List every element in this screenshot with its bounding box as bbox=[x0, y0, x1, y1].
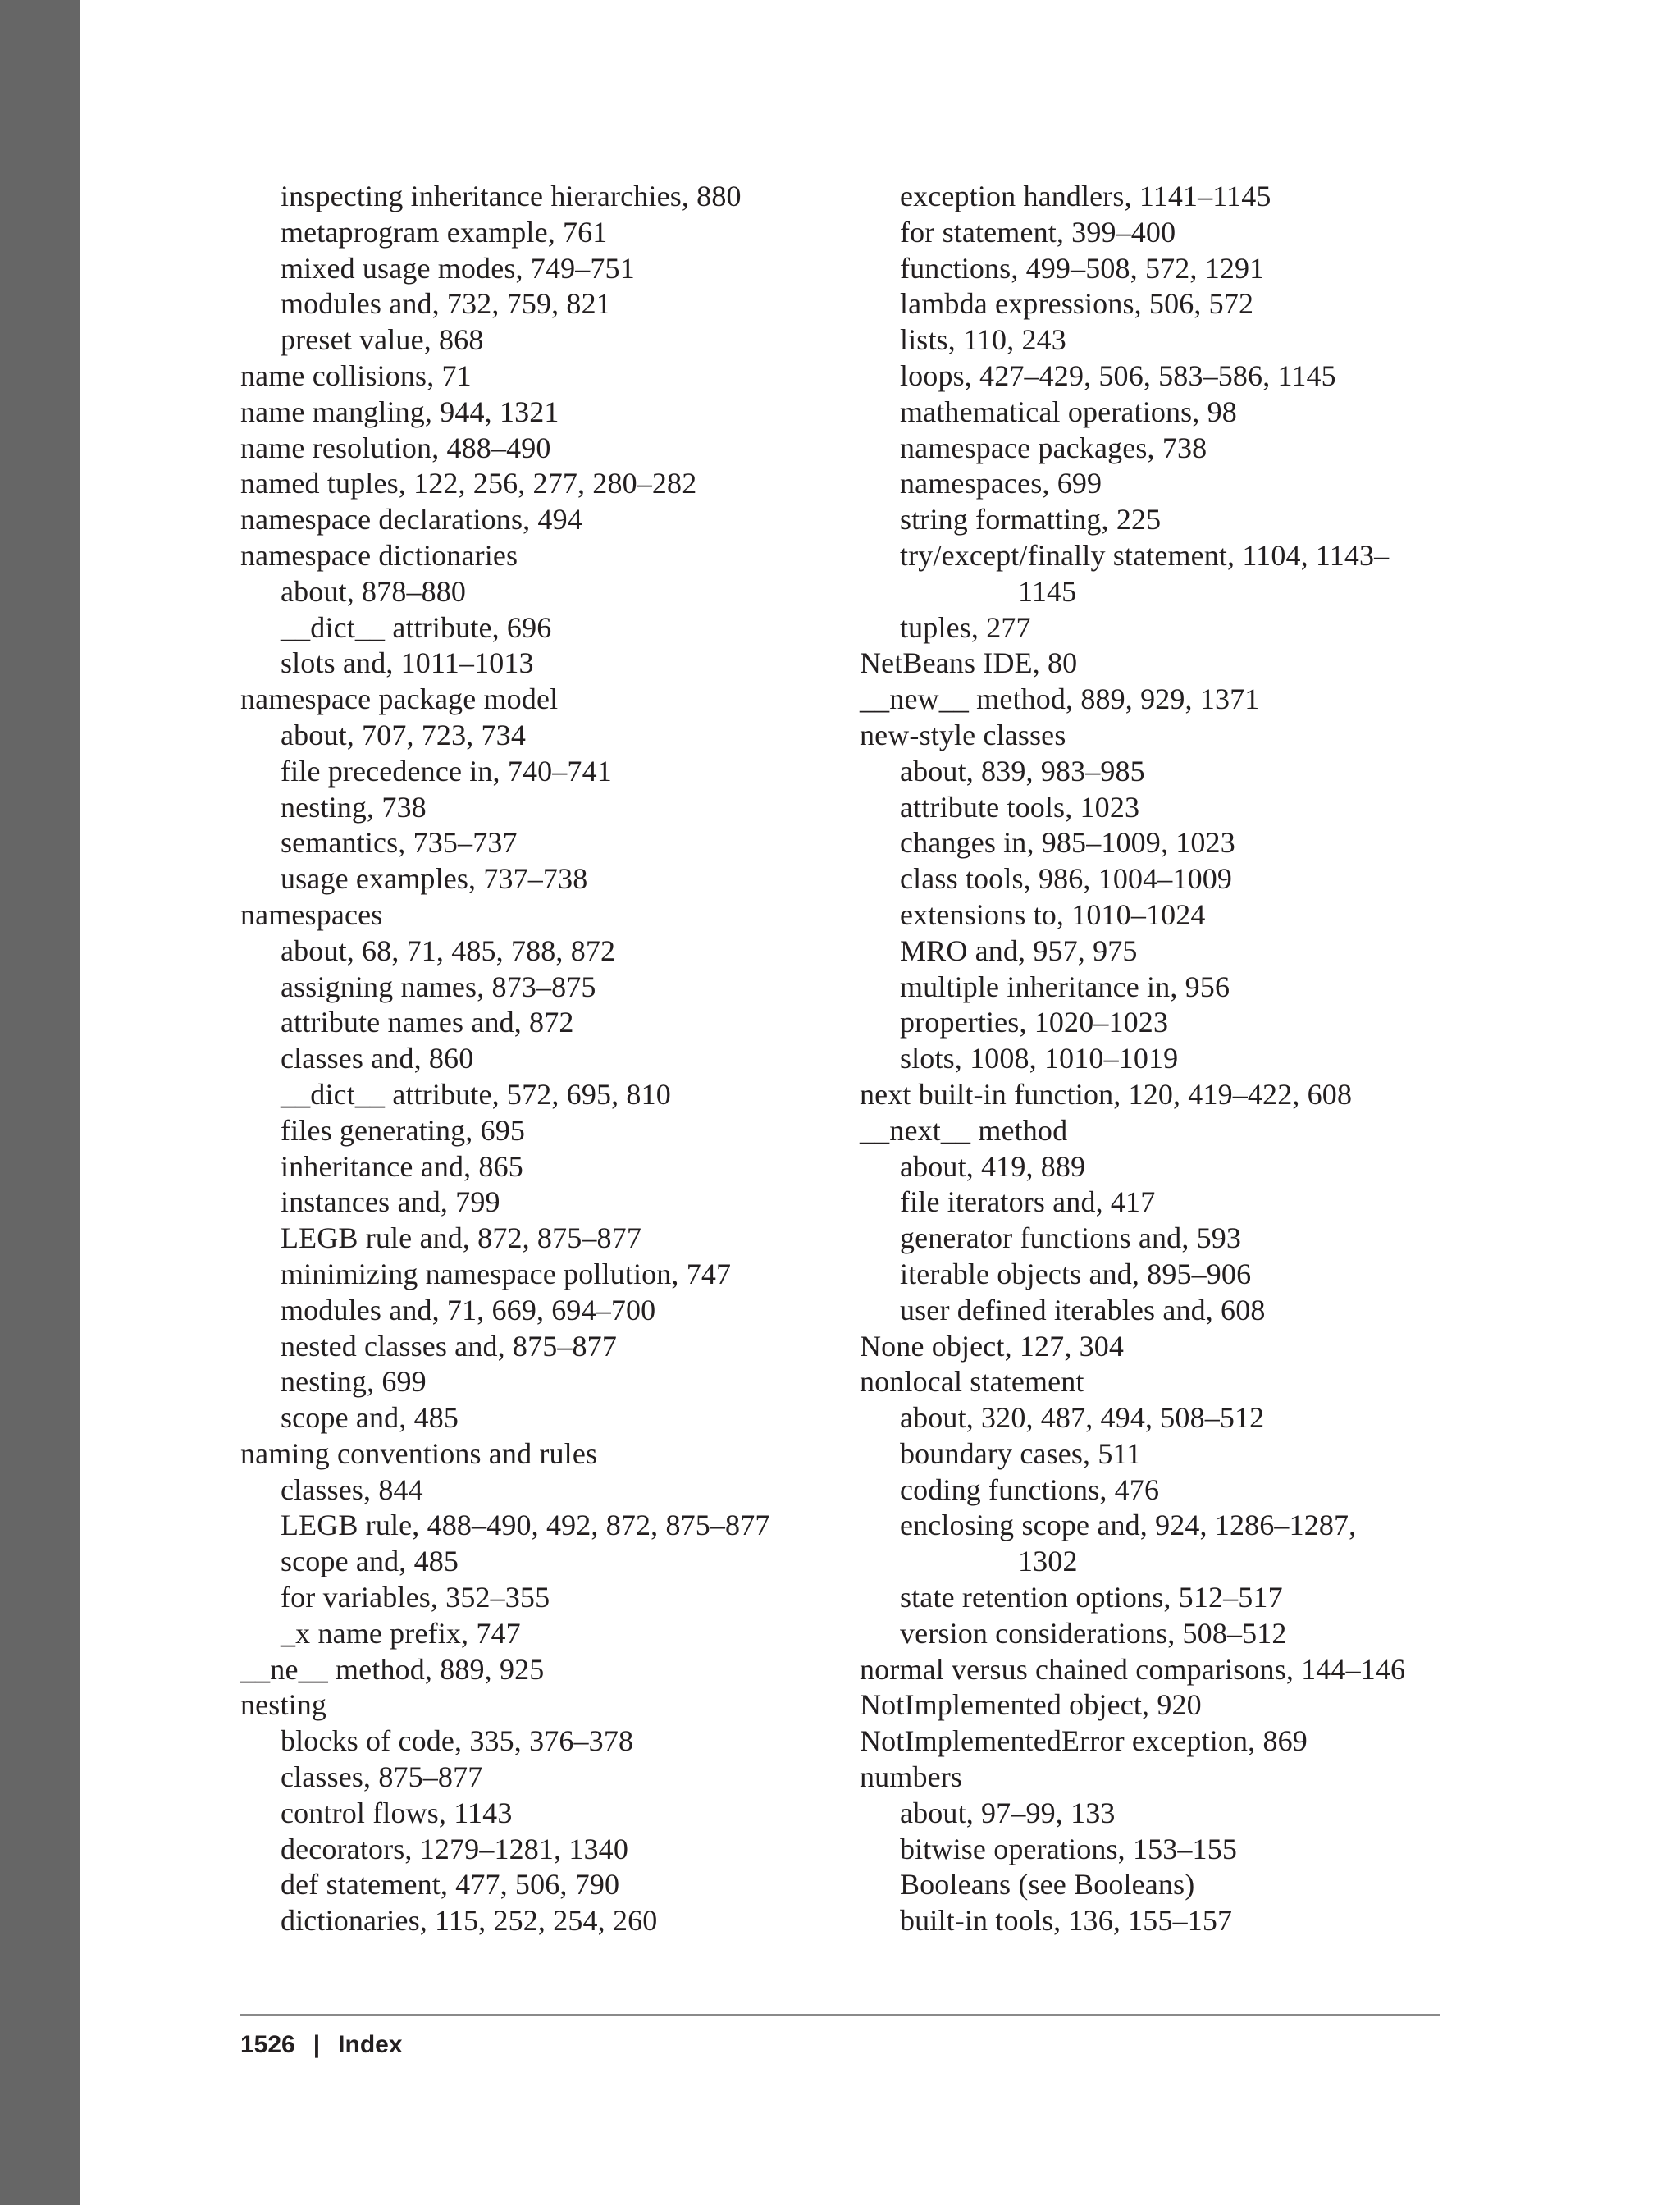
index-subentry: changes in, 985–1009, 1023 bbox=[900, 826, 1235, 860]
index-subentry: tuples, 277 bbox=[900, 610, 1031, 644]
footer-rule bbox=[240, 2014, 1440, 2016]
index-subentry: about, 97–99, 133 bbox=[900, 1796, 1116, 1829]
page-footer bbox=[240, 2027, 403, 2063]
index-continuation: 1145 bbox=[1018, 574, 1077, 608]
index-subentry: __dict__ attribute, 696 bbox=[281, 610, 552, 644]
index-subentry: blocks of code, 335, 376–378 bbox=[281, 1724, 634, 1758]
index-entry: namespace dictionaries bbox=[240, 538, 518, 572]
index-subentry: about, 68, 71, 485, 788, 872 bbox=[281, 934, 616, 967]
index-continuation: 1302 bbox=[1018, 1545, 1078, 1578]
index-subentry: modules and, 71, 669, 694–700 bbox=[281, 1293, 656, 1326]
index-entry: nonlocal statement bbox=[860, 1365, 1084, 1399]
index-subentry: lists, 110, 243 bbox=[900, 323, 1066, 357]
index-subentry: about, 320, 487, 494, 508–512 bbox=[900, 1401, 1265, 1435]
index-entry: NotImplemented object, 920 bbox=[860, 1688, 1202, 1722]
index-subentry: LEGB rule, 488–490, 492, 872, 875–877 bbox=[281, 1509, 770, 1542]
index-subentry: about, 839, 983–985 bbox=[900, 754, 1145, 788]
index-subentry: exception handlers, 1141–1145 bbox=[900, 180, 1271, 212]
index-subentry: properties, 1020–1023 bbox=[900, 1006, 1169, 1039]
index-subentry: inspecting inheritance hierarchies, 880 bbox=[281, 180, 742, 212]
index-entry: NetBeans IDE, 80 bbox=[860, 646, 1078, 680]
index-subentry: classes, 875–877 bbox=[281, 1760, 483, 1794]
index-entry: new-style classes bbox=[860, 718, 1066, 751]
index-entry: namespace declarations, 494 bbox=[240, 503, 582, 536]
index-subentry: __dict__ attribute, 572, 695, 810 bbox=[281, 1077, 671, 1111]
index-subentry: for statement, 399–400 bbox=[900, 215, 1176, 249]
index-subentry: _x name prefix, 747 bbox=[281, 1616, 521, 1650]
index-entry: namespaces bbox=[240, 897, 383, 931]
index-subentry: decorators, 1279–1281, 1340 bbox=[281, 1832, 628, 1865]
index-subentry: coding functions, 476 bbox=[900, 1472, 1160, 1506]
index-subentry: usage examples, 737–738 bbox=[281, 862, 588, 896]
index-subentry: LEGB rule and, 872, 875–877 bbox=[281, 1221, 641, 1255]
index-subentry: mathematical operations, 98 bbox=[900, 395, 1237, 428]
index-column-right bbox=[860, 179, 1467, 1939]
index-column-left bbox=[240, 179, 847, 1939]
index-subentry: nested classes and, 875–877 bbox=[281, 1329, 617, 1363]
index-subentry: file iterators and, 417 bbox=[900, 1185, 1156, 1219]
index-subentry: MRO and, 957, 975 bbox=[900, 934, 1138, 967]
index-entry: normal versus chained comparisons, 144–146 bbox=[860, 1652, 1406, 1686]
index-subentry: iterable objects and, 895–906 bbox=[900, 1257, 1252, 1290]
index-subentry: attribute tools, 1023 bbox=[900, 790, 1140, 824]
page-edge-bar bbox=[0, 0, 80, 2205]
index-subentry: lambda expressions, 506, 572 bbox=[900, 287, 1254, 321]
index-subentry: string formatting, 225 bbox=[900, 503, 1162, 536]
index-entry: name collisions, 71 bbox=[240, 358, 472, 392]
index-subentry: generator functions and, 593 bbox=[900, 1221, 1242, 1255]
index-subentry: class tools, 986, 1004–1009 bbox=[900, 862, 1233, 896]
index-subentry: slots and, 1011–1013 bbox=[281, 646, 534, 680]
index-subentry: attribute names and, 872 bbox=[281, 1006, 574, 1039]
page-number: 1526 bbox=[240, 2031, 295, 2058]
index-subentry: boundary cases, 511 bbox=[900, 1436, 1142, 1470]
index-subentry: about, 419, 889 bbox=[900, 1149, 1086, 1183]
index-subentry: slots, 1008, 1010–1019 bbox=[900, 1042, 1179, 1075]
index-subentry: Booleans (see Booleans) bbox=[900, 1868, 1195, 1901]
index-subentry: scope and, 485 bbox=[281, 1401, 459, 1435]
index-subentry: classes and, 860 bbox=[281, 1042, 474, 1075]
index-subentry: assigning names, 873–875 bbox=[281, 970, 596, 1003]
index-entry: namespace package model bbox=[240, 682, 559, 716]
index-subentry: extensions to, 1010–1024 bbox=[900, 897, 1206, 931]
index-subentry: bitwise operations, 153–155 bbox=[900, 1832, 1238, 1865]
index-subentry: def statement, 477, 506, 790 bbox=[281, 1868, 620, 1901]
index-subentry: nesting, 738 bbox=[281, 790, 427, 824]
index-subentry: about, 707, 723, 734 bbox=[281, 718, 526, 751]
index-subentry: functions, 499–508, 572, 1291 bbox=[900, 251, 1265, 285]
index-subentry: classes, 844 bbox=[281, 1472, 423, 1506]
index-subentry: file precedence in, 740–741 bbox=[281, 754, 612, 788]
index-subentry: state retention options, 512–517 bbox=[900, 1581, 1283, 1614]
footer-separator: | bbox=[313, 2031, 321, 2058]
index-subentry: inheritance and, 865 bbox=[281, 1149, 523, 1183]
section-title: Index bbox=[338, 2031, 403, 2058]
index-subentry: mixed usage modes, 749–751 bbox=[281, 251, 635, 285]
index-entry: named tuples, 122, 256, 277, 280–282 bbox=[240, 467, 697, 500]
index-entry: __new__ method, 889, 929, 1371 bbox=[860, 682, 1260, 716]
index-entry: next built-in function, 120, 419–422, 608 bbox=[860, 1077, 1353, 1111]
index-entry: None object, 127, 304 bbox=[860, 1329, 1125, 1363]
index-subentry: modules and, 732, 759, 821 bbox=[281, 287, 611, 321]
index-subentry: minimizing namespace pollution, 747 bbox=[281, 1257, 732, 1290]
index-subentry: multiple inheritance in, 956 bbox=[900, 970, 1230, 1003]
index-subentry: namespaces, 699 bbox=[900, 467, 1102, 500]
index-subentry: scope and, 485 bbox=[281, 1545, 459, 1578]
index-subentry: control flows, 1143 bbox=[281, 1796, 513, 1829]
index-subentry: nesting, 699 bbox=[281, 1365, 427, 1399]
index-entry: nesting bbox=[240, 1688, 327, 1722]
index-subentry: dictionaries, 115, 252, 254, 260 bbox=[281, 1904, 658, 1938]
index-entry: __next__ method bbox=[860, 1113, 1068, 1147]
index-subentry: built-in tools, 136, 155–157 bbox=[900, 1904, 1233, 1938]
index-subentry: loops, 427–429, 506, 583–586, 1145 bbox=[900, 358, 1336, 392]
index-subentry: instances and, 799 bbox=[281, 1185, 500, 1219]
index-entry: __ne__ method, 889, 925 bbox=[240, 1652, 545, 1686]
index-entry: numbers bbox=[860, 1760, 963, 1794]
index-subentry: preset value, 868 bbox=[281, 323, 484, 357]
index-subentry: files generating, 695 bbox=[281, 1113, 526, 1147]
index-entry: name mangling, 944, 1321 bbox=[240, 395, 559, 428]
index-subentry: semantics, 735–737 bbox=[281, 826, 518, 860]
index-subentry: for variables, 352–355 bbox=[281, 1581, 550, 1614]
index-subentry: try/except/finally statement, 1104, 1143– bbox=[900, 538, 1390, 572]
index-subentry: metaprogram example, 761 bbox=[281, 215, 608, 249]
index-entry: naming conventions and rules bbox=[240, 1436, 598, 1470]
index-entry: name resolution, 488–490 bbox=[240, 431, 551, 464]
index-subentry: about, 878–880 bbox=[281, 574, 467, 608]
index-entry: NotImplementedError exception, 869 bbox=[860, 1724, 1308, 1758]
index-subentry: namespace packages, 738 bbox=[900, 431, 1208, 464]
index-subentry: enclosing scope and, 924, 1286–1287, bbox=[900, 1509, 1357, 1542]
index-subentry: user defined iterables and, 608 bbox=[900, 1293, 1266, 1326]
index-subentry: version considerations, 508–512 bbox=[900, 1616, 1287, 1650]
